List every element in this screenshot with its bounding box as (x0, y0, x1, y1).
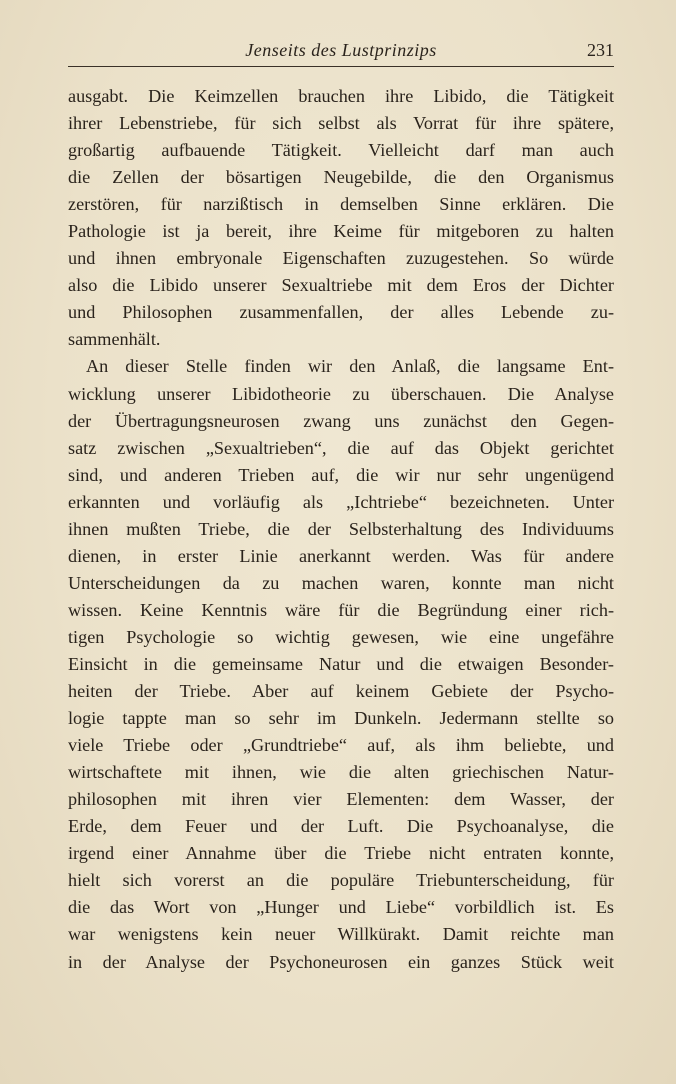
page-header (68, 40, 614, 66)
text-line: irgend einer Annahme über die Triebe nicht entraten konnte, (68, 843, 614, 864)
text-line: ihnen mußten Triebe, die der Selbsterhaltung des Individuums (68, 518, 614, 539)
text-line: wissen. Keine Kenntnis wäre für die Begründung einer rich- (68, 599, 614, 620)
text-line: Einsicht in die gemeinsame Natur und die etwaigen Besonder- (68, 653, 614, 674)
text-line: sammenhält. (68, 329, 161, 350)
text-line: dienen, in erster Linie anerkannt werden. Was für andere (68, 545, 614, 566)
text-line: tigen Psychologie so wichtig gewesen, wie eine ungefähre (68, 626, 614, 647)
text-line: war wenigstens kein neuer Willkürakt. Damit reichte man (68, 924, 614, 945)
text-line: die das Wort von „Hunger und Liebe“ vorbildlich ist. Es (68, 897, 614, 918)
text-line: großartig aufbauende Tätigkeit. Vielleicht darf man auch (68, 140, 614, 161)
text-line: sind, und anderen Trieben auf, die wir nur sehr ungenügend (68, 464, 614, 485)
text-line: Unterscheidungen da zu machen waren, konnte man nicht (68, 572, 614, 593)
text-line: An dieser Stelle finden wir den Anlaß, die langsame Ent- (86, 356, 614, 377)
body-text (68, 83, 614, 976)
text-line: und ihnen embryonale Eigenschaften zuzugestehen. So würde (68, 248, 614, 269)
text-line: wicklung unserer Libidotheorie zu überschauen. Die Analyse (68, 383, 614, 404)
text-line: in der Analyse der Psychoneurosen ein ganzes Stück weit (68, 951, 614, 972)
text-line: Erde, dem Feuer und der Luft. Die Psychoanalyse, die (68, 816, 614, 837)
text-line: satz zwischen „Sexualtrieben“, die auf das Objekt gerichtet (68, 437, 614, 458)
running-title: Jenseits des Lustprinzips (245, 40, 437, 60)
text-line: ausgabt. Die Keimzellen brauchen ihre Libido, die Tätigkeit (68, 86, 614, 106)
header-rule (68, 66, 614, 67)
text-line: hielt sich vorerst an die populäre Triebunterscheidung, für (68, 870, 614, 891)
page-number: 231 (587, 40, 614, 60)
text-line: philosophen mit ihren vier Elementen: dem Wasser, der (68, 789, 614, 810)
text-line: heiten der Triebe. Aber auf keinem Gebiete der Psycho- (68, 681, 614, 702)
text-line: viele Triebe oder „Grundtriebe“ auf, als ihm beliebte, und (68, 735, 614, 756)
text-line: zerstören, für narzißtisch in demselben Sinne erklären. Die (68, 194, 614, 215)
text-line: und Philosophen zusammenfallen, der alles Lebende zu- (68, 302, 614, 323)
text-line: ihrer Lebenstriebe, für sich selbst als Vorrat für ihre spätere, (68, 113, 614, 134)
text-line: Pathologie ist ja bereit, ihre Keime für mitgeboren zu halten (68, 221, 614, 242)
text-line: erkannten und vorläufig als „Ichtriebe“ bezeichneten. Unter (68, 491, 614, 512)
paragraph (68, 83, 614, 353)
paragraph (68, 353, 614, 975)
text-line: die Zellen der bösartigen Neugebilde, die den Organismus (68, 167, 614, 188)
text-line: wirtschaftete mit ihnen, wie die alten griechischen Natur- (68, 762, 614, 783)
text-line: logie tappte man so sehr im Dunkeln. Jedermann stellte so (68, 708, 614, 729)
text-line: der Übertragungsneurosen zwang uns zunächst den Gegen- (68, 410, 614, 431)
text-line: also die Libido unserer Sexualtriebe mit dem Eros der Dichter (68, 275, 614, 296)
